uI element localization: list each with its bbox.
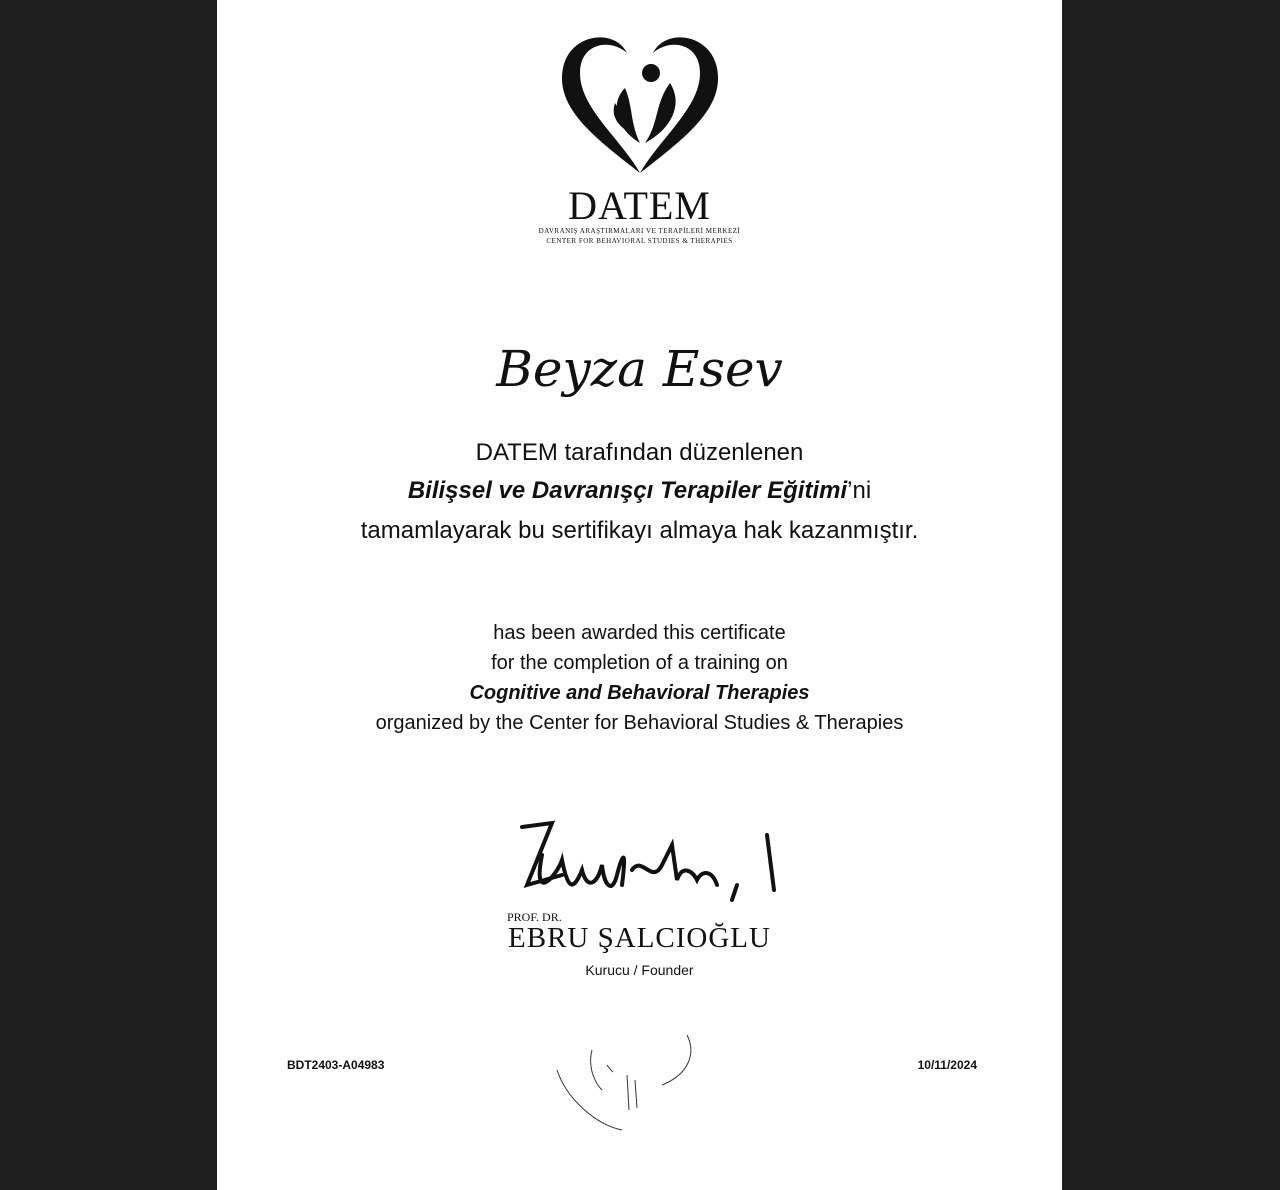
signatory-name: EBRU ŞALCIOĞLU <box>508 922 771 954</box>
tr-line-1: DATEM tarafından düzenlenen <box>475 439 804 466</box>
signature <box>512 815 782 915</box>
en-line-1: has been awarded this certificate <box>493 622 786 644</box>
certificate-page <box>217 0 1062 1190</box>
tr-line-3: tamamlayarak bu sertifikayı almaya hak kazanmıştır. <box>360 517 919 544</box>
logo-subtitle-en: CENTER FOR BEHAVIORAL STUDIES & THERAPIES <box>546 237 733 245</box>
embossed-seal <box>547 1030 707 1140</box>
tr-suffix: ’ni <box>847 477 872 504</box>
en-line-2: for the completion of a training on <box>491 652 788 674</box>
certificate-id: BDT2403-A04983 <box>287 1058 385 1072</box>
en-line-4: organized by the Center for Behavioral Studies & Therapies <box>375 712 904 734</box>
logo-subtitle-tr: DAVRANIŞ ARAŞTIRMALARI VE TERAPİLERİ MERKEZİ <box>538 227 741 235</box>
en-course: Cognitive and Behavioral Therapies <box>469 682 810 704</box>
tr-line-2 <box>217 474 1062 508</box>
tr-course: Bilişsel ve Davranışçı Terapiler Eğitimi <box>407 477 848 504</box>
signatory-role: Kurucu / Founder <box>585 962 694 978</box>
logo-brand: DATEM <box>568 183 711 228</box>
signatory-title: PROF. DR. <box>507 910 562 924</box>
recipient-name: Beyza Esev <box>496 340 783 398</box>
datem-heart-logo <box>555 28 725 178</box>
certificate-date: 10/11/2024 <box>917 1058 977 1072</box>
